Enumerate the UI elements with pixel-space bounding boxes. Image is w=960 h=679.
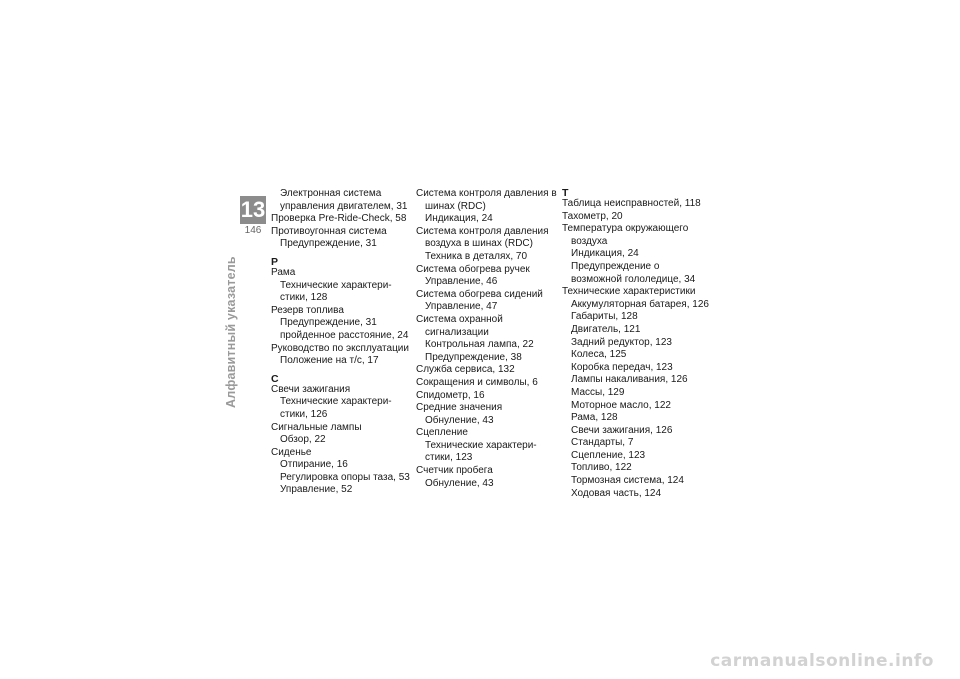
- page-number: 146: [240, 224, 266, 238]
- index-column-3: [562, 188, 712, 500]
- index-entry: Сокращения и символы, 6: [416, 376, 538, 388]
- index-subentry: Аккумуляторная батарея, 126: [571, 298, 709, 310]
- chapter-tab: [240, 196, 266, 242]
- index-subentry: Сцепление, 123: [571, 449, 646, 461]
- index-entry: Служба сервиса, 132: [416, 364, 515, 376]
- index-subentry: воздуха в шинах (RDC): [425, 238, 533, 250]
- index-entry: Проверка Pre-Ride-Check, 58: [271, 213, 407, 225]
- index-entry: Руководство по эксплуатации: [271, 342, 409, 354]
- index-subentry: Положение на т/с, 17: [280, 355, 379, 367]
- index-subentry: стики, 126: [280, 408, 328, 420]
- index-subentry: Лампы накаливания, 126: [571, 374, 688, 386]
- index-subentry: стики, 123: [425, 452, 473, 464]
- index-subentry: Двигатель, 121: [571, 323, 641, 335]
- index-entry: Сигнальные лампы: [271, 421, 362, 433]
- index-entry: Резерв топлива: [271, 304, 344, 316]
- index-subentry: Управление, 46: [425, 276, 498, 288]
- index-entry: Свечи зажигания: [271, 383, 351, 395]
- index-entry: Система обогрева сидений: [416, 288, 543, 300]
- index-subentry: Технические характери-: [425, 439, 537, 451]
- index-subentry: Предупреждение, 38: [425, 351, 522, 363]
- index-subentry: Коробка передач, 123: [571, 361, 673, 373]
- watermark: carmanualsonline.info: [710, 651, 934, 671]
- index-subentry: Контрольная лампа, 22: [425, 339, 534, 351]
- index-subentry: Габариты, 128: [571, 311, 638, 323]
- index-subentry: Электронная система: [280, 188, 382, 199]
- index-subentry: шинах (RDC): [425, 200, 486, 212]
- index-subentry: Топливо, 122: [571, 462, 632, 474]
- index-subentry: пройденное расстояние, 24: [280, 329, 409, 341]
- index-letter-heading: С: [271, 372, 279, 385]
- index-subentry: Рама, 128: [571, 412, 618, 424]
- index-subentry: сигнализации: [425, 326, 489, 338]
- index-entry: Сиденье: [271, 446, 312, 458]
- index-subentry: Управление, 47: [425, 301, 498, 313]
- index-entry: Система охранной: [416, 313, 503, 325]
- index-subentry: стики, 128: [280, 292, 328, 304]
- index-entry: Система обогрева ручек: [416, 263, 530, 275]
- index-subentry: Регулировка опоры таза, 53: [280, 471, 410, 483]
- index-column-2: [416, 188, 556, 490]
- index-entry: Средние значения: [416, 402, 503, 414]
- section-title: Алфавитный указатель: [224, 256, 238, 408]
- index-entry: Температура окружающего: [562, 223, 689, 235]
- index-subentry: Индикация, 24: [425, 213, 493, 225]
- index-subentry: Моторное масло, 122: [571, 399, 671, 411]
- index-subentry: Управление, 52: [280, 484, 353, 496]
- index-subentry: Технические характери-: [280, 396, 392, 408]
- chapter-number: 13: [240, 197, 266, 222]
- index-subentry: Предупреждение о: [571, 260, 660, 272]
- index-entry: Таблица неисправностей, 118: [562, 198, 701, 209]
- index-subentry: Обнуление, 43: [425, 477, 494, 489]
- index-entry: Тахометр, 20: [562, 210, 623, 222]
- index-entry: Рама: [271, 266, 296, 278]
- index-subentry: воздуха: [571, 235, 608, 247]
- index-entry: Противоугонная система: [271, 225, 387, 237]
- index-subentry: Задний редуктор, 123: [571, 336, 672, 348]
- index-subentry: Предупреждение, 31: [280, 317, 377, 329]
- index-subentry: Обзор, 22: [280, 434, 326, 446]
- index-subentry: Технические характери-: [280, 279, 392, 291]
- index-letter-heading: Р: [271, 255, 279, 268]
- index-column-1: [271, 188, 411, 497]
- index-subentry: управления двигателем, 31: [280, 200, 408, 212]
- index-subentry: возможной гололедице, 34: [571, 273, 696, 285]
- index-entry: Сцепление: [416, 427, 468, 439]
- index-subentry: Тормозная система, 124: [571, 475, 684, 487]
- index-subentry: Предупреждение, 31: [280, 238, 377, 250]
- index-subentry: Массы, 129: [571, 386, 625, 398]
- index-entry: Система контроля давления в: [416, 188, 557, 199]
- index-subentry: Индикация, 24: [571, 248, 639, 260]
- index-entry: Счетчик пробега: [416, 465, 493, 477]
- index-subentry: Свечи зажигания, 126: [571, 424, 673, 436]
- index-entry: Система контроля давления: [416, 225, 549, 237]
- index-subentry: Стандарты, 7: [571, 437, 634, 449]
- index-subentry: Колеса, 125: [571, 349, 627, 361]
- index-entry: Спидометр, 16: [416, 389, 485, 401]
- index-subentry: Отпирание, 16: [280, 459, 348, 471]
- index-subentry: Обнуление, 43: [425, 414, 494, 426]
- index-letter-heading: Т: [562, 187, 569, 199]
- index-subentry: Ходовая часть, 124: [571, 487, 662, 499]
- index-subentry: Техника в деталях, 70: [425, 250, 528, 262]
- index-entry: Технические характеристики: [562, 286, 696, 298]
